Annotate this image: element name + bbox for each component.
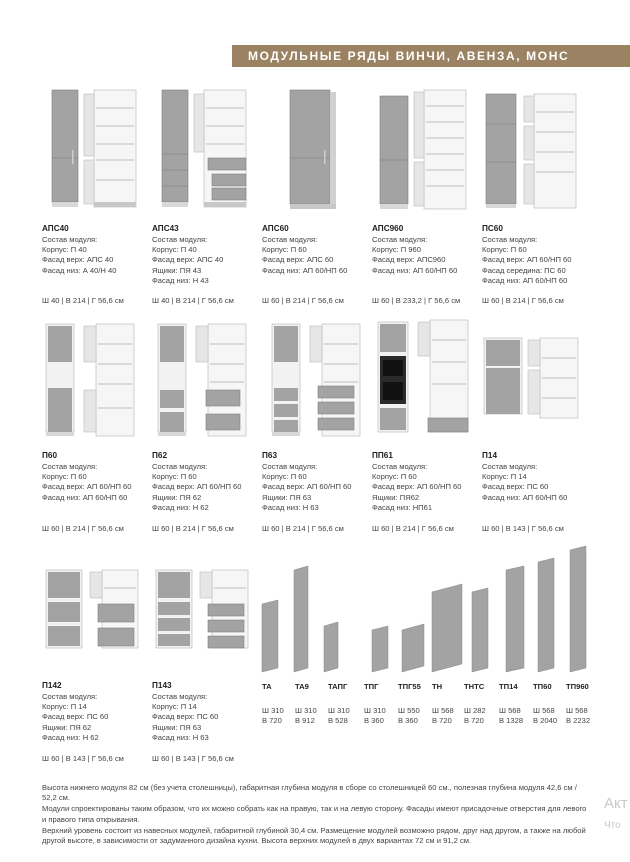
panel-shape-tn	[432, 584, 462, 672]
module-dimensions: Ш 60 | В 214 | Г 56,6 см	[372, 524, 454, 533]
module-spec-line: Фасад низ: АП 60/НП 60	[482, 492, 568, 502]
module-spec-line: Фасад низ: Н 62	[152, 502, 209, 512]
module-spec-line: Состав модуля:	[372, 235, 428, 244]
panel-shape-tp14	[506, 566, 524, 672]
module-dimensions: Ш 60 | В 214 | Г 56,6 см	[482, 296, 564, 305]
panel-name: ТА9	[295, 682, 309, 691]
panel-illustrations	[258, 540, 598, 676]
activation-watermark-sub: Что	[604, 820, 621, 831]
module-spec-line: Ящики: ПЯ 63	[152, 722, 202, 732]
module-spec-line: Состав модуля:	[42, 235, 98, 244]
module-spec-line: Корпус: П 60	[42, 472, 87, 482]
module-spec-line: Корпус: П 14	[152, 702, 197, 712]
panel-shape-tpg	[372, 626, 388, 672]
panel-name: ТН	[432, 682, 443, 691]
module-spec-line: Корпус: П 60	[262, 472, 307, 482]
module-spec-line: Корпус: П 60	[152, 472, 197, 482]
cabinet-illustration-p142	[44, 568, 140, 652]
module-name: ПП61	[372, 451, 393, 460]
panel-shape-ta	[262, 600, 278, 672]
panel-width: Ш 310	[262, 706, 284, 715]
module-dimensions: Ш 60 | В 143 | Г 56,6 см	[152, 754, 234, 763]
module-name: П62	[152, 451, 167, 460]
module-dimensions: Ш 60 | В 214 | Г 56,6 см	[262, 524, 344, 533]
module-spec-line: Фасад верх: АПС 60	[262, 255, 334, 265]
panel-width: Ш 568	[432, 706, 454, 715]
panel-name: ТП14	[499, 682, 518, 691]
cabinet-illustration-p63	[270, 322, 364, 440]
panel-shape-tp60	[538, 558, 554, 672]
module-spec-line: Фасад верх: АП 60/НП 60	[42, 482, 132, 492]
panel-name: ТА	[262, 682, 272, 691]
module-spec-line: Фасад середина: ПС 60	[482, 265, 566, 275]
panel-width: Ш 310	[328, 706, 350, 715]
module-spec-line: Ящики: ПЯ 43	[152, 265, 202, 275]
module-spec-line: Состав модуля:	[152, 235, 208, 244]
panel-height: В 720	[262, 716, 282, 725]
module-spec-line: Фасад верх: АП 60/НП 60	[482, 255, 572, 265]
module-spec-line: Фасад низ: АП 60/НП 60	[482, 275, 568, 285]
module-spec-line: Фасад низ: НП61	[372, 502, 433, 512]
module-spec-line: Фасад верх: ПС 60	[152, 712, 219, 722]
panel-width: Ш 550	[398, 706, 420, 715]
module-spec-line: Состав модуля:	[372, 462, 428, 471]
panel-width: Ш 568	[499, 706, 521, 715]
module-name: АПС60	[262, 224, 289, 233]
panel-shape-thtc	[472, 588, 488, 672]
footer-paragraph: Модули спроектированы таким образом, что их можно собрать как на правую, так и на левую сторону. Фасады имеют присадочные отверстия для левого и правого типа открывания.	[42, 804, 587, 824]
module-spec-line: Фасад низ: АП 60/НП 60	[262, 265, 348, 275]
module-spec-line: Фасад низ: АП 60/НП 60	[372, 265, 458, 275]
module-spec-line: Корпус: П 40	[152, 245, 197, 255]
panel-shape-ta9	[294, 566, 308, 672]
module-spec-line: Корпус: П 60	[482, 245, 527, 255]
module-dimensions: Ш 60 | В 214 | Г 56,6 см	[42, 524, 124, 533]
module-spec-line: Фасад верх: АПС960	[372, 255, 446, 265]
panel-height: В 2040	[533, 716, 558, 725]
module-spec-line: Состав модуля:	[42, 692, 98, 701]
module-spec-line: Фасад низ: Н 62	[42, 732, 99, 742]
module-spec-line: Фасад верх: АПС 40	[42, 255, 114, 265]
footer-paragraph: Высота нижнего модуля 82 см (без учета столешницы), габаритная глубина модуля в сборе со столешницей 60 см., полезная глубина модуля 42,6 см / 52,2 см.	[42, 783, 577, 803]
panel-name: ТНТС	[464, 682, 485, 691]
module-name: ПС60	[482, 224, 503, 233]
module-dimensions: Ш 60 | В 233,2 | Г 56,6 см	[372, 296, 461, 305]
panel-name: ТПГ55	[398, 682, 421, 691]
module-spec-line: Корпус: П 14	[42, 702, 87, 712]
module-spec-line: Состав модуля:	[482, 235, 538, 244]
panel-name: ТАПГ	[328, 682, 348, 691]
module-name: АПС40	[42, 224, 69, 233]
module-name: П14	[482, 451, 497, 460]
panel-name: ТП60	[533, 682, 552, 691]
cabinet-illustration-apc960	[378, 88, 470, 212]
panel-width: Ш 310	[295, 706, 317, 715]
cabinet-illustration-p60	[44, 322, 138, 440]
module-spec-line: Состав модуля:	[152, 462, 208, 471]
module-name: П63	[262, 451, 277, 460]
module-spec-line: Фасад верх: АПС 40	[152, 255, 224, 265]
module-name: АПС43	[152, 224, 179, 233]
panel-width: Ш 310	[364, 706, 386, 715]
panel-shape-tp960	[570, 546, 586, 672]
module-spec-line: Фасад низ: А 40/Н 40	[42, 265, 117, 275]
panel-height: В 1328	[499, 716, 524, 725]
cabinet-illustration-apc43	[160, 88, 250, 210]
panel-width: Ш 282	[464, 706, 486, 715]
panel-height: В 720	[464, 716, 484, 725]
module-spec-line: Ящики: ПЯ 62	[152, 492, 202, 502]
module-spec-line: Состав модуля:	[262, 235, 318, 244]
module-spec-line: Состав модуля:	[482, 462, 538, 471]
module-dimensions: Ш 40 | В 214 | Г 56,6 см	[152, 296, 234, 305]
module-spec-line: Корпус: П 14	[482, 472, 527, 482]
module-spec-line: Состав модуля:	[152, 692, 208, 701]
panel-width: Ш 568	[566, 706, 588, 715]
panel-height: В 528	[328, 716, 348, 725]
module-spec-line: Фасад верх: АП 60/НП 60	[262, 482, 352, 492]
module-dimensions: Ш 60 | В 214 | Г 56,6 см	[152, 524, 234, 533]
panel-height: В 360	[364, 716, 384, 725]
cabinet-illustration-apc60	[288, 88, 348, 212]
module-spec-line: Фасад верх: АП 60/НП 60	[152, 482, 242, 492]
activation-watermark: Акт	[604, 795, 628, 812]
module-dimensions: Ш 60 | В 214 | Г 56,6 см	[262, 296, 344, 305]
module-spec-line: Корпус: П 40	[42, 245, 87, 255]
panel-width: Ш 568	[533, 706, 555, 715]
module-dimensions: Ш 40 | В 214 | Г 56,6 см	[42, 296, 124, 305]
cabinet-illustration-pc60	[484, 92, 580, 210]
module-spec-line: Ящики: ПЯ 63	[262, 492, 312, 502]
footer-paragraph: Верхний уровень состоит из навесных модулей, габаритной глубиной 30,4 см. Размещение модулей возможно рядом, друг над другом, а также на любой другой высоте, в зависимости от задуманного дизайна кухни. Высота верхних модулей в двух вариантах 72 см и 91,2 см.	[42, 825, 586, 846]
module-dimensions: Ш 60 | В 143 | Г 56,6 см	[42, 754, 124, 763]
module-spec-line: Состав модуля:	[42, 462, 98, 471]
cabinet-illustration-pp61	[376, 318, 472, 440]
module-name: П60	[42, 451, 57, 460]
module-spec-line: Фасад низ: Н 63	[262, 502, 319, 512]
panel-name: ТП960	[566, 682, 589, 691]
panel-height: В 912	[295, 716, 315, 725]
module-spec-line: Корпус: П 60	[372, 472, 417, 482]
section-title: МОДУЛЬНЫЕ РЯДЫ ВИНЧИ, АВЕНЗА, МОНС	[248, 49, 570, 63]
module-dimensions: Ш 60 | В 143 | Г 56,6 см	[482, 524, 564, 533]
module-name: П143	[152, 681, 172, 690]
module-name: П142	[42, 681, 62, 690]
footer-notes	[42, 783, 590, 847]
section-banner	[232, 45, 630, 67]
module-spec-line: Фасад верх: ПС 60	[482, 482, 549, 492]
module-spec-line: Фасад верх: АП 60/НП 60	[372, 482, 462, 492]
cabinet-illustration-p14	[482, 336, 582, 420]
panel-shape-tpg55	[402, 624, 424, 672]
panel-height: В 2232	[566, 716, 591, 725]
cabinet-illustration-p143	[154, 568, 250, 652]
module-spec-line: Фасад верх: ПС 60	[42, 712, 109, 722]
module-name: АПС960	[372, 224, 404, 233]
panel-shape-tapg	[324, 622, 338, 672]
module-spec-line: Фасад низ: Н 63	[152, 732, 209, 742]
panel-height: В 720	[432, 716, 452, 725]
panel-name: ТПГ	[364, 682, 379, 691]
module-spec-line: Ящики: ПЯ62	[372, 492, 420, 502]
cabinet-illustration-p62	[156, 322, 250, 440]
cabinet-illustration-apc40	[50, 88, 140, 210]
module-spec-line: Фасад низ: Н 43	[152, 275, 209, 285]
module-spec-line: Состав модуля:	[262, 462, 318, 471]
module-spec-line: Фасад низ: АП 60/НП 60	[42, 492, 128, 502]
module-spec-line: Корпус: П 60	[262, 245, 307, 255]
panel-height: В 360	[398, 716, 418, 725]
module-spec-line: Ящики: ПЯ 62	[42, 722, 92, 732]
module-spec-line: Корпус: П 960	[372, 245, 421, 255]
